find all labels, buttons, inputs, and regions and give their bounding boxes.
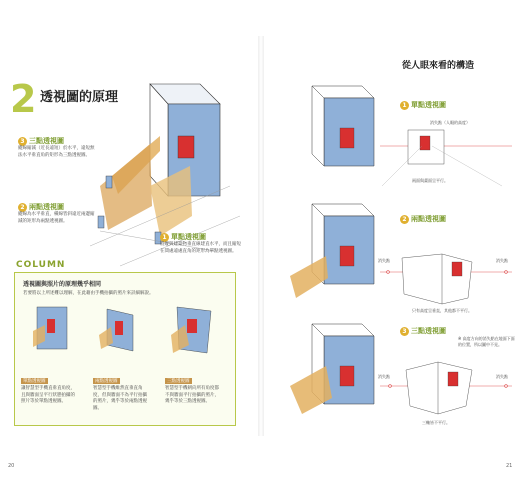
one-point-text: 將縱與建築物垂直線建直水平，而且縮短在間處遠處直角的矩形為單點透視圖。 [160, 242, 241, 254]
one-point-caption: 兩面與畫面呈平行。 [412, 178, 448, 183]
vanishing-point-label: 消失點（人眼的高度） [430, 120, 470, 125]
three-point-caption: 三軸皆不平行。 [422, 420, 450, 425]
three-point-section [18, 136, 96, 159]
vanishing-point-left: 消失點 [378, 258, 390, 263]
right-page-title: 從人眼來看的構造 [402, 61, 475, 71]
left-page [0, 36, 260, 469]
chapter-number: 2 [10, 77, 37, 121]
one-point-title: 單點透視圖 [411, 101, 446, 109]
vanishing-point-left: 消失點 [378, 374, 390, 379]
number-badge: 2 [400, 215, 409, 224]
card-text: 智慧型手機維然直垂直角度，但與牆面不為平行拍攝的照片，幾乎等於兩點透視圖。 [93, 386, 147, 411]
three-point-title: 三點透視圖 [29, 137, 64, 145]
three-point-heading [400, 326, 446, 336]
column-card-two-point [93, 367, 147, 415]
one-point-heading [400, 100, 446, 110]
three-point-title: 三點透視圖 [411, 327, 446, 335]
number-badge: 1 [160, 233, 169, 242]
three-point-text: 縱線縮減（近長遠短）於水平，遠短無法水平垂直角的矩形為三點透視圖。 [18, 146, 95, 158]
one-point-title: 單點透視圖 [171, 233, 206, 241]
column-card-three-point [165, 367, 219, 415]
card-tag: 兩點透視圖 [95, 379, 118, 384]
number-badge: 3 [400, 327, 409, 336]
two-point-title: 兩點透視圖 [29, 203, 64, 211]
column-card-one-point [21, 367, 75, 415]
card-text: 智慧型手機朝向所有角度都不與牆面平行拍攝的照片，幾乎等於三點透視圖。 [165, 386, 219, 404]
right-illustrations [262, 36, 520, 436]
number-badge: 1 [400, 101, 409, 110]
chapter-title: 透視圖的原理 [40, 90, 119, 105]
column-label: COLUMN [16, 260, 66, 270]
column-intro: 若要將以上所述難以理解，在此藉由手機拍攝的照片來詳細解說。 [23, 291, 154, 296]
column-box [14, 272, 236, 426]
one-point-section [160, 232, 242, 255]
two-point-section [18, 202, 96, 225]
column-title: 透視圖與照片的原理幾乎相同 [23, 281, 102, 288]
card-tag: 三點透視圖 [167, 379, 190, 384]
right-page [262, 36, 520, 469]
two-point-text: 縱線為水平垂直，橫線皆斜遠近兩邊縮減的矩形為兩點透視圖。 [18, 212, 95, 224]
cube-perspective-illustration [0, 36, 260, 296]
card-tag: 單點透視圖 [23, 379, 46, 384]
card-text: 讓智慧型手機直垂直角度，且與牆面呈平行狀態拍攝的照片等於單點透視圖。 [21, 386, 75, 404]
vanishing-point-right: 消失點 [496, 374, 508, 379]
two-point-caption: 只有高度呈垂直，其他都不平行。 [412, 308, 472, 313]
number-badge: 3 [18, 137, 27, 146]
vanishing-point-right: 消失點 [496, 258, 508, 263]
two-point-heading [400, 214, 446, 224]
three-point-note: ※ 高度方向的消失點在地面下面的位置，所以圖中不見。 [458, 336, 515, 347]
two-point-title: 兩點透視圖 [411, 215, 446, 223]
number-badge: 2 [18, 203, 27, 212]
page-number: 21 [506, 463, 513, 469]
page-number: 20 [8, 463, 15, 469]
